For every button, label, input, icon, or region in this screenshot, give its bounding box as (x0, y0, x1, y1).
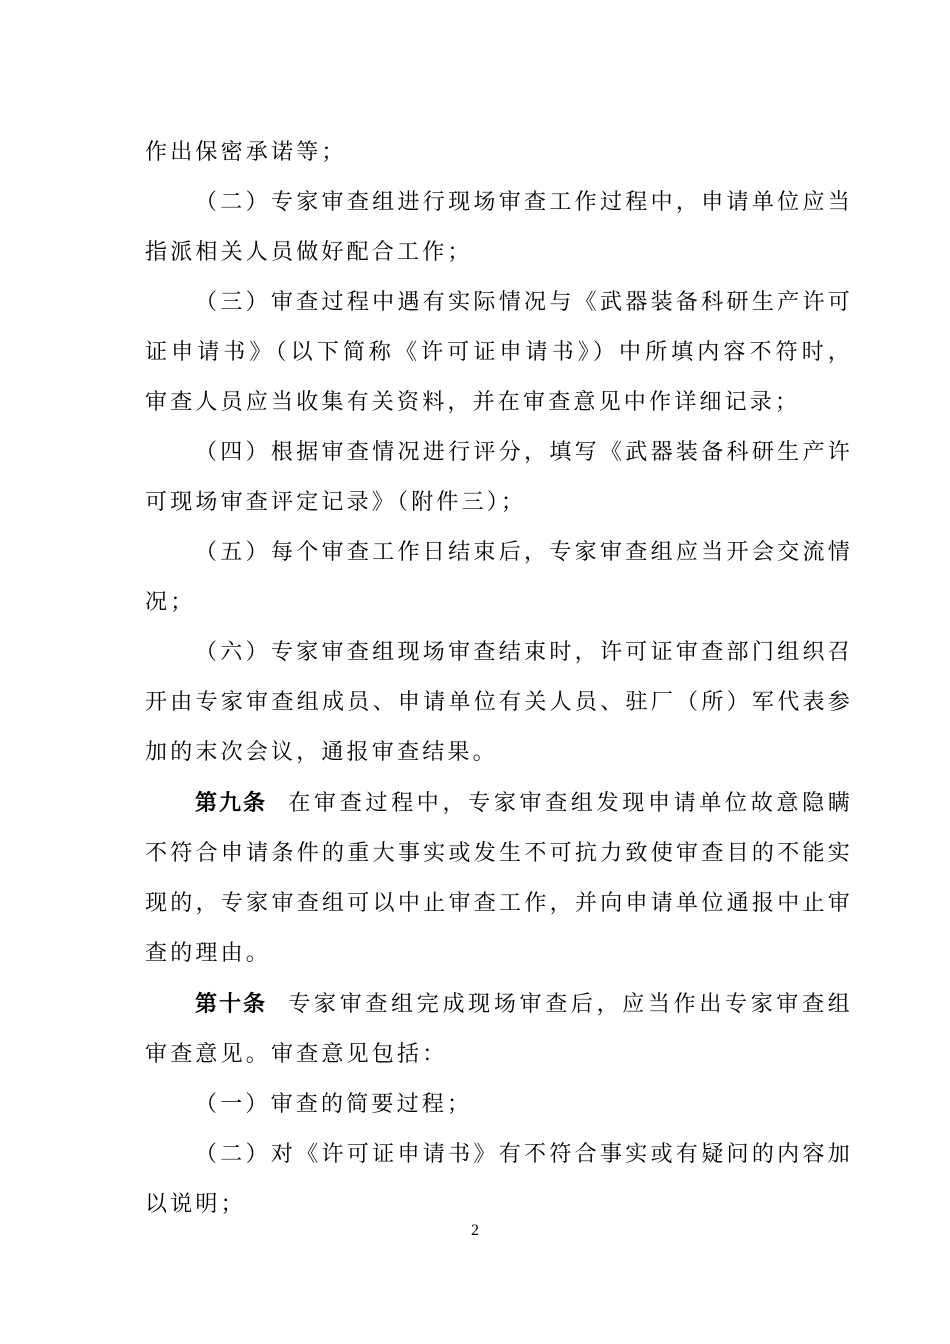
paragraph-text: （二）专家审查组进行现场审查工作过程中，申请单位应当指派相关人员做好配合工作； (145, 190, 853, 265)
paragraph-item-3 (145, 278, 853, 428)
paragraph-sub-item-2 (145, 1130, 853, 1230)
paragraph-sub-item-1 (145, 1080, 853, 1130)
paragraph-text: （二）对《许可证申请书》有不符合事实或有疑问的内容加以说明； (145, 1142, 853, 1217)
paragraph-text: （一）审查的简要过程； (195, 1092, 473, 1117)
paragraph-continuation (145, 128, 853, 178)
paragraph-text: （六）专家审查组现场审查结束时，许可证审查部门组织召开由专家审查组成员、申请单位有关人员、驻厂（所）军代表参加的末次会议，通报审查结果。 (145, 640, 853, 765)
paragraph-text: 专家审查组完成现场审查后，应当作出专家审查组审查意见。审查意见包括： (145, 992, 853, 1067)
paragraph-text: （五）每个审查工作日结束后，专家审查组应当开会交流情况； (145, 540, 853, 615)
paragraph-item-6 (145, 628, 853, 778)
article-title: 第十条 (195, 991, 267, 1017)
article-ten (145, 979, 853, 1080)
paragraph-item-5 (145, 528, 853, 628)
document-body (145, 128, 853, 1230)
article-title: 第九条 (195, 790, 267, 816)
article-nine (145, 778, 853, 979)
paragraph-text: 在审查过程中，专家审查组发现申请单位故意隐瞒不符合申请条件的重大事实或发生不可抗力致使审查目的不能实现的，专家审查组可以中止审查工作，并向申请单位通报中止审查的理由。 (145, 791, 853, 966)
paragraph-item-4 (145, 428, 853, 528)
paragraph-text: （四）根据审查情况进行评分，填写《武器装备科研生产许可现场审查评定记录》（附件三）； (145, 440, 853, 515)
paragraph-item-2 (145, 178, 853, 278)
paragraph-text: （三）审查过程中遇有实际情况与《武器装备科研生产许可证申请书》（以下简称《许可证申请书》）中所填内容不符时，审查人员应当收集有关资料，并在审查意见中作详细记录； (145, 290, 853, 415)
paragraph-text: 作出保密承诺等； (145, 140, 347, 165)
page-number: 2 (471, 1222, 479, 1239)
